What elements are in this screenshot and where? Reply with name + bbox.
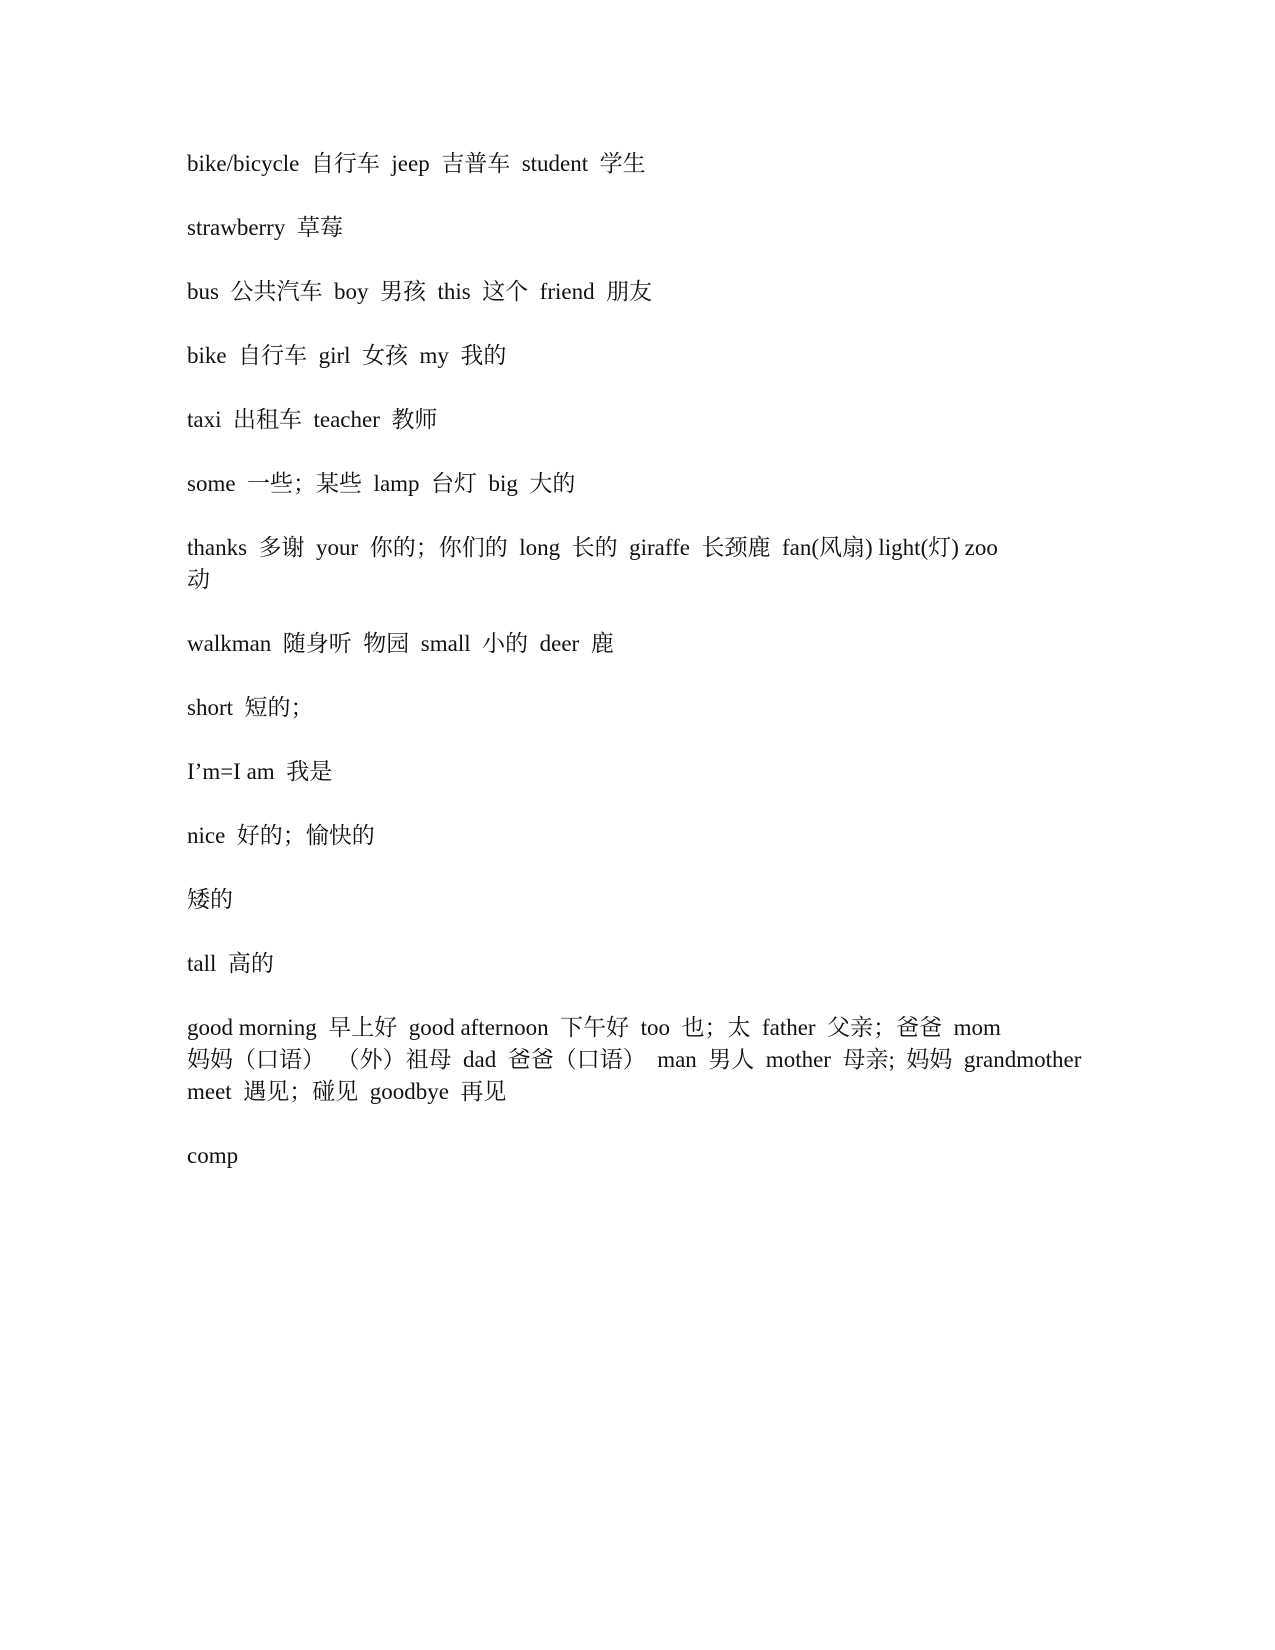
vocab-line: thanks 多谢 your 你的；你们的 long 长的 giraffe 长颈鹿 fan(风扇) light(灯) zoo 动 [187, 535, 998, 592]
vocab-line: I’m=I am 我是 [187, 759, 333, 784]
vocab-line: bike 自行车 girl 女孩 my 我的 [187, 343, 507, 368]
document-body [187, 148, 1147, 1204]
vocab-line: short 短的； [187, 695, 314, 720]
vocab-line: walkman 随身听 物园 small 小的 deer 鹿 [187, 631, 614, 656]
vocab-line: good morning 早上好 good afternoon 下午好 too 也；太 father 父亲；爸爸 mom 妈妈（口语） （外）祖母 dad 爸爸（口语） man 男人 mother 母亲; 妈妈 grandmother meet 遇见；碰见 goodbye 再见 [187, 1015, 1082, 1104]
vocab-line: 矮的 [187, 887, 233, 912]
vocab-line: strawberry 草莓 [187, 215, 343, 240]
vocab-line: some 一些；某些 lamp 台灯 big 大的 [187, 471, 576, 496]
vocab-line: tall 高的 [187, 951, 274, 976]
vocab-line: comp [187, 1143, 239, 1168]
vocab-line: bike/bicycle 自行车 jeep 吉普车 student 学生 [187, 151, 646, 176]
vocab-line: nice 好的；愉快的 [187, 823, 375, 848]
vocab-line: bus 公共汽车 boy 男孩 this 这个 friend 朋友 [187, 279, 653, 304]
vocab-line: taxi 出租车 teacher 教师 [187, 407, 438, 432]
